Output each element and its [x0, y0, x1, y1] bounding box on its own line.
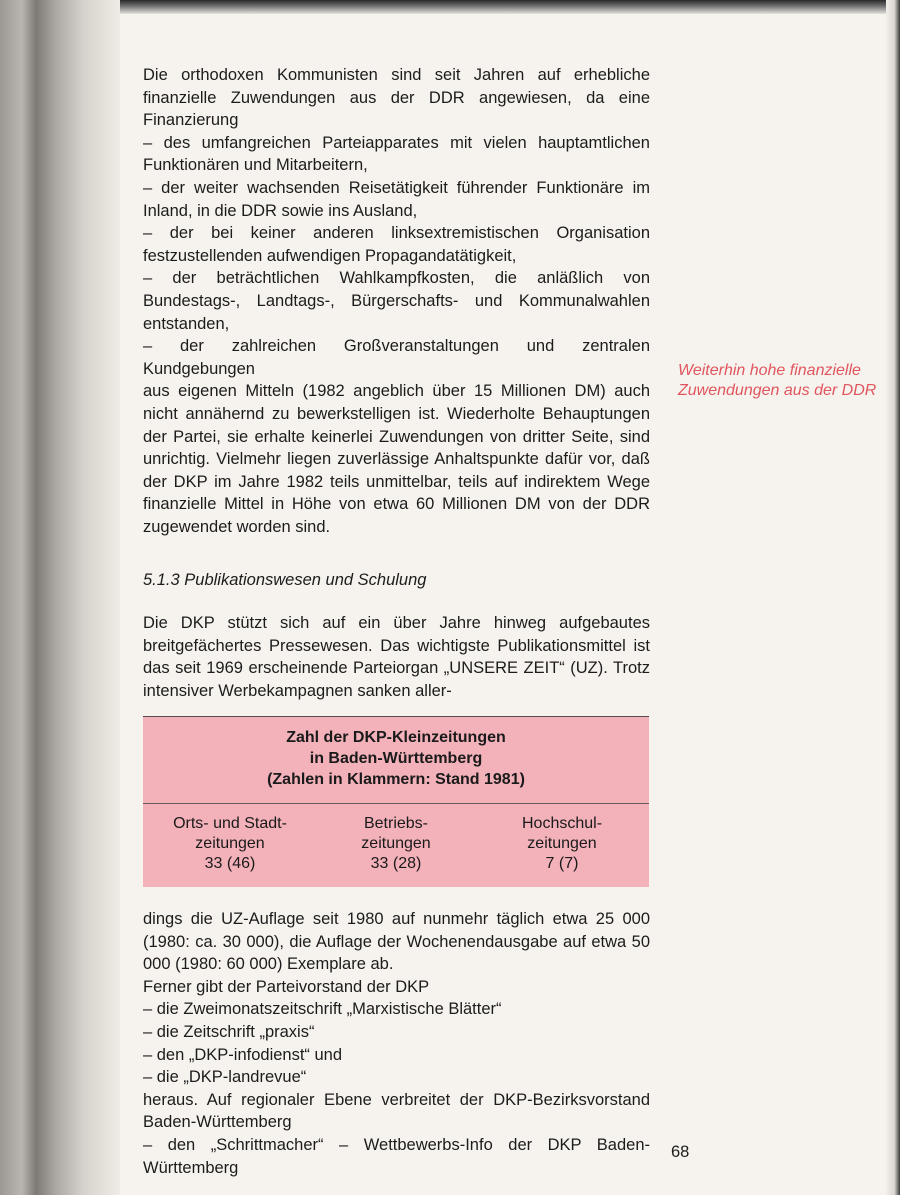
column-label-line: Orts- und Stadt- — [173, 815, 287, 832]
financing-section — [143, 64, 650, 538]
financing-item: – des umfangreichen Parteiapparates mit vielen hauptamtlichen Funktionären und Mitarbeitern, — [143, 133, 650, 175]
column-label-line: Betriebs- — [363, 815, 429, 832]
column-value: 7 (7) — [545, 855, 579, 872]
financing-item: – der beträchtlichen Wahlkampfkosten, die anläßlich von Bundestags-, Landtags-, Bürgerschafts- und Kommunalwahlen entstanden, — [143, 269, 650, 333]
column-value: 33 (28) — [370, 855, 422, 872]
table-column-betriebszeitungen — [311, 814, 481, 874]
publication-item: – die „DKP-landrevue“ — [143, 1068, 307, 1087]
column-value: 33 (46) — [204, 855, 256, 872]
financing-item: – der bei keiner anderen linksextremistischen Organisation festzustellenden aufwendigen Propagandatätigkeit, — [143, 224, 650, 265]
table-title — [143, 727, 649, 790]
column-label-line: Hochschul- — [521, 815, 603, 832]
press-paragraph: Die DKP stützt sich auf ein über Jahre hinweg aufgebautes breitgefächertes Pressewesen. Das wichtigste Publikationsmittel ist das seit 1969 erscheinende Parteiorgan „UNSERE ZEIT“ (UZ). Trotz intensiver Werbekampagnen sanken aller- — [143, 614, 650, 700]
column-label-line: zeitungen — [527, 835, 597, 852]
table-title-line: in Baden-Württemberg — [309, 750, 483, 767]
table-title-line: (Zahlen in Klammern: Stand 1981) — [267, 771, 525, 788]
newspaper-table — [143, 716, 649, 887]
publication-item: – den „DKP-infodienst“ und — [143, 1045, 343, 1064]
circulation-section — [143, 908, 650, 1179]
margin-note: Weiterhin hohe finanzielle Zuwendungen aus der DDR — [678, 362, 877, 399]
column-label-line: zeitungen — [361, 835, 431, 852]
book-binding — [0, 0, 120, 1195]
column-label-line: zeitungen — [195, 835, 265, 852]
financing-item: – der weiter wachsenden Reisetätigkeit führender Funktionäre im Inland, in die DDR sowie ins Ausland, — [143, 178, 650, 220]
publication-item: – die Zweimonatszeitschrift „Marxistische Blätter“ — [143, 1000, 502, 1019]
financing-intro: Die orthodoxen Kommunisten sind seit Jahren auf erhebliche finanzielle Zuwendungen aus der DDR angewiesen, da eine Finanzierung — [143, 66, 650, 130]
regional-paragraph: heraus. Auf regionaler Ebene verbreitet der DKP-Bezirksvorstand Baden-Württemberg — [143, 1090, 650, 1132]
table-column-ortszeitungen — [145, 814, 315, 874]
table-divider — [143, 803, 649, 804]
publication-item: – die Zeitschrift „praxis“ — [143, 1022, 315, 1041]
regional-item: – den „Schrittmacher“ – Wettbewerbs-Info der DKP Baden-Württemberg — [143, 1135, 650, 1177]
right-page-edge — [886, 0, 900, 1195]
top-edge — [0, 0, 900, 14]
publications-intro: Ferner gibt der Parteivorstand der DKP — [143, 977, 430, 996]
page-number: 68 — [671, 1143, 690, 1161]
press-section — [143, 612, 650, 702]
table-column-hochschulzeitungen — [477, 814, 647, 874]
financing-item: – der zahlreichen Großveranstaltungen und zentralen Kundgebungen — [143, 337, 650, 378]
table-title-line: Zahl der DKP-Kleinzeitungen — [286, 729, 506, 746]
circulation-paragraph: dings die UZ-Auflage seit 1980 auf nunmehr täglich etwa 25 000 (1980: ca. 30 000), die Auflage der Wochenendausgabe auf etwa 50 000 (1980: 60 000) Exemplare ab. — [143, 910, 650, 974]
section-heading: 5.1.3 Publikationswesen und Schulung — [143, 571, 427, 589]
financing-conclusion: aus eigenen Mitteln (1982 angeblich über 15 Millionen DM) auch nicht annähernd zu bewerkstelligen ist. Wiederholte Behauptungen der Partei, sie erhalte keinerlei Zuwendungen von dritter Seite, sind unrichtig. Vielmehr liegen zuverlässige Anhaltspunkte dafür vor, daß der DKP im Jahre 1982 teils unmittelbar, teils auf indirektem Wege finanzielle Mittel in Höhe von etwa 60 Millionen DM von der DDR zugewendet worden sind. — [143, 382, 650, 536]
